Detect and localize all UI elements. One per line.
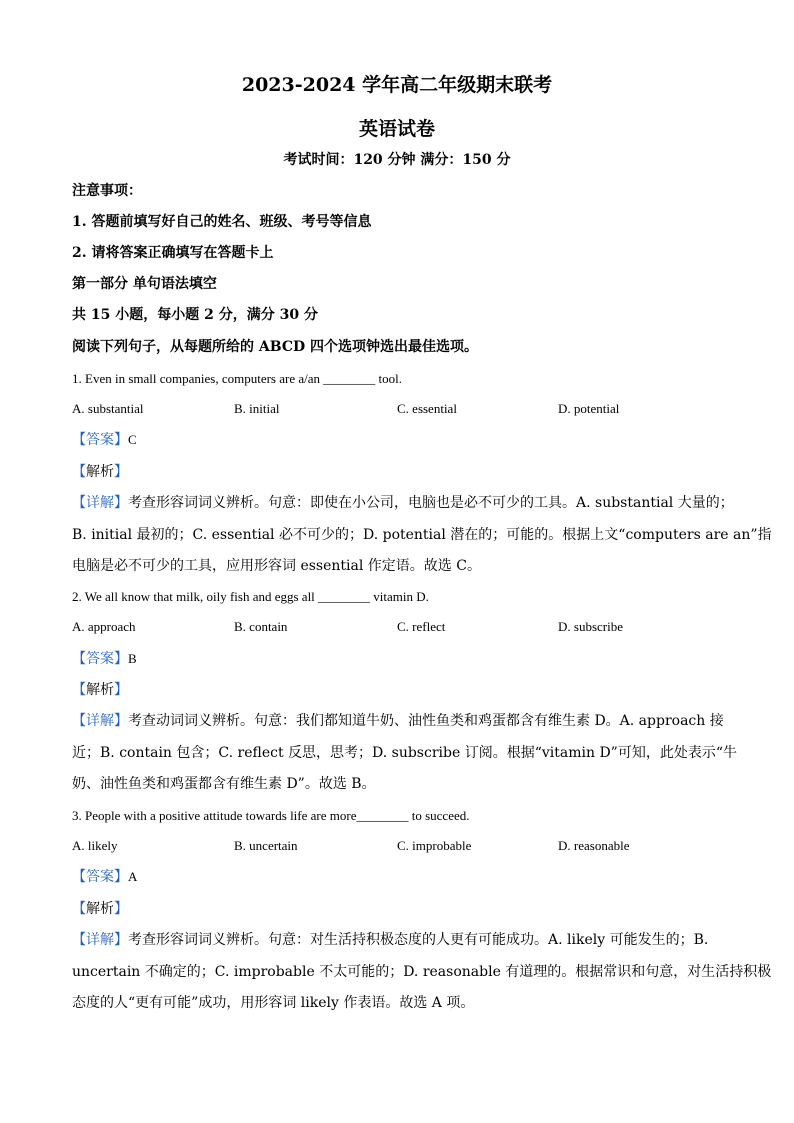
question-3-answer (72, 868, 137, 886)
exam-title: 2023-2024 学年高二年级期末联考 (241, 74, 553, 96)
question-1-option-b: B. initial (234, 401, 280, 416)
analysis-word: 解析 (86, 682, 114, 698)
answer-value: B (128, 651, 137, 666)
question-1-analysis (72, 463, 128, 481)
question-2-detail-line-2: 近；B. contain 包含；C. reflect 反思，思考；D. subscribe 订阅。根据“vitamin D”可知，此处表示“牛 (72, 745, 737, 761)
analysis-bracket-close: 】 (114, 682, 128, 698)
question-3-stem: 3. People with a positive attitude towards life are more________ to succeed. (72, 808, 470, 823)
detail-label: 【详解】 (72, 713, 128, 729)
answer-value: A (128, 869, 138, 884)
question-3-detail-line-2: uncertain 不确定的；C. improbable 不太可能的；D. reasonable 有道理的。根据常识和句意，对生活持积极 (72, 964, 772, 980)
detail-label: 【详解】 (72, 932, 128, 948)
question-1-option-d: D. potential (558, 401, 620, 416)
question-3-detail-line-3: 态度的人“更有可能”成功，用形容词 likely 作表语。故选 A 项。 (72, 995, 475, 1011)
analysis-word: 解析 (86, 901, 114, 917)
analysis-bracket-open: 【 (72, 901, 86, 917)
answer-value: C (128, 432, 137, 447)
question-2-answer (72, 650, 137, 668)
question-1-stem: 1. Even in small companies, computers are a/an ________ tool. (72, 371, 402, 386)
analysis-bracket-open: 【 (72, 464, 86, 480)
section-title: 第一部分 单句语法填空 (72, 276, 217, 292)
question-3-analysis (72, 900, 128, 918)
question-2-option-c: C. reflect (397, 619, 446, 634)
question-1-detail-line-3: 电脑是必不可少的工具，应用形容词 essential 作定语。故选 C。 (72, 558, 481, 574)
notes-item-2: 2. 请将答案正确填写在答题卡上 (72, 245, 274, 261)
question-1-answer (72, 431, 137, 449)
section-scoring: 共 15 小题，每小题 2 分，满分 30 分 (72, 307, 318, 323)
question-2-detail-line-3: 奶、油性鱼类和鸡蛋都含有维生素 D”。故选 B。 (72, 776, 376, 792)
question-3-option-d: D. reasonable (558, 838, 630, 853)
exam-subject: 英语试卷 (358, 118, 435, 140)
answer-label: 【答案】 (72, 432, 128, 448)
analysis-bracket-open: 【 (72, 682, 86, 698)
analysis-word: 解析 (86, 464, 114, 480)
detail-text: 考查动词词义辨析。句意：我们都知道牛奶、油性鱼类和鸡蛋都含有维生素 D。A. approach 接 (128, 713, 724, 729)
question-1-detail-line-1 (72, 494, 734, 512)
question-3-detail-line-1 (72, 931, 708, 949)
notes-heading: 注意事项： (72, 183, 142, 199)
question-3-option-a: A. likely (72, 838, 118, 853)
question-2-option-d: D. subscribe (558, 619, 623, 634)
question-1-option-c: C. essential (397, 401, 457, 416)
question-1-option-a: A. substantial (72, 401, 144, 416)
question-2-option-b: B. contain (234, 619, 288, 634)
notes-item-1: 1. 答题前填写好自己的姓名、班级、考号等信息 (72, 214, 372, 230)
question-3-option-c: C. improbable (397, 838, 472, 853)
answer-label: 【答案】 (72, 869, 128, 885)
analysis-bracket-close: 】 (114, 464, 128, 480)
exam-info: 考试时间：120 分钟 满分：150 分 (283, 152, 511, 168)
answer-label: 【答案】 (72, 651, 128, 667)
question-2-stem: 2. We all know that milk, oily fish and eggs all ________ vitamin D. (72, 589, 429, 604)
question-1-detail-line-2: B. initial 最初的；C. essential 必不可少的；D. potential 潜在的；可能的。根据上文“computers are an”指 (72, 527, 772, 543)
question-2-analysis (72, 681, 128, 699)
question-3-option-b: B. uncertain (234, 838, 298, 853)
detail-label: 【详解】 (72, 495, 128, 511)
section-instruction: 阅读下列句子，从每题所给的 ABCD 四个选项钟选出最佳选项。 (72, 339, 478, 355)
analysis-bracket-close: 】 (114, 901, 128, 917)
detail-text: 考查形容词词义辨析。句意：对生活持积极态度的人更有可能成功。A. likely 可能发生的；B. (128, 932, 709, 948)
question-2-option-a: A. approach (72, 619, 136, 634)
question-2-detail-line-1 (72, 712, 724, 730)
detail-text: 考查形容词词义辨析。句意：即使在小公司，电脑也是必不可少的工具。A. substantial 大量的； (128, 495, 734, 511)
